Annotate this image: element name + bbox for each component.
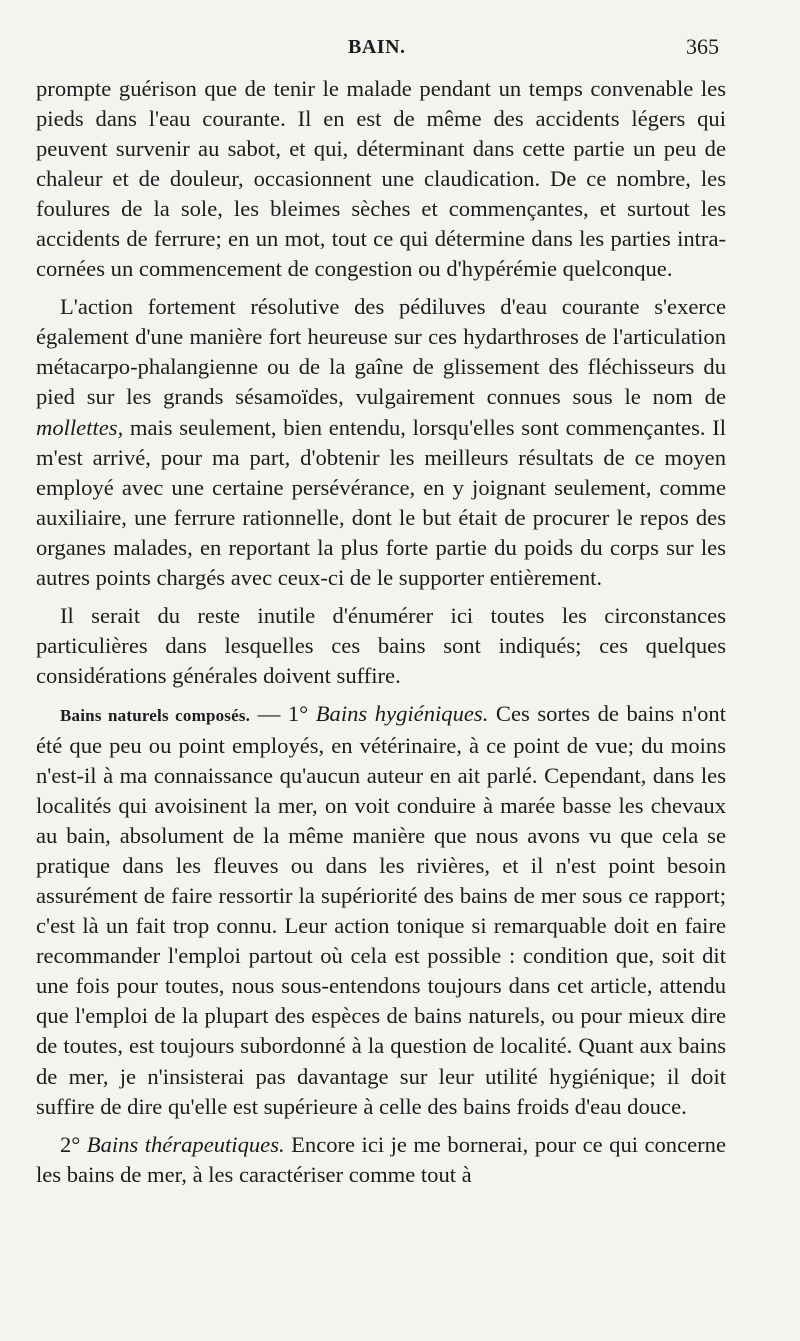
section-heading: Bains naturels composés. (60, 705, 251, 725)
running-header (0, 34, 800, 58)
paragraph-text: prompte guérison que de tenir le malade pendant un temps convenable les pieds dans l'eau courante. Il en est de même des accidents légers qui peuvent survenir au sabot, et qui, déterminant dans cette partie un peu de chaleur et de douleur, occasionnent une claudication. De ce nombre, les foulures de la sole, les bleimes sèches et commençantes, et surtout les accidents de ferrure; en un mot, tout ce qui détermine dans les parties intra-cornées un commencement de congestion ou d'hypérémie quelconque. (36, 76, 726, 282)
paragraph-text: Il serait du reste inutile d'énumérer ici toutes les circonstances particulières dans lesquelles ces bains sont indiqués; ces quelques considérations générales doivent suffire. (36, 602, 726, 688)
paragraph-bains-naturels (36, 699, 726, 1122)
heading-dash: — 1° (250, 700, 316, 726)
paragraph-text: mais seulement, bien entendu, lorsqu'elles sont commençantes. Il m'est arrivé, pour ma part, d'obtenir les meilleurs résultats de ce moyen employé avec une certaine persévérance, en y joignant seulement, comme auxiliaire, une ferrure rationnelle, dont le but était de procurer le repos des organes malades, en reportant la plus forte partie du poids du corps sur les autres points chargés avec ceux-ci de le supporter entièrement. (36, 414, 726, 590)
paragraph-circonstances (36, 601, 726, 691)
paragraph-pediluves (36, 292, 726, 592)
paragraph-therapeutiques (36, 1130, 726, 1190)
list-number: 2° (60, 1131, 87, 1157)
italic-term-mollettes: mollettes, (36, 414, 124, 440)
body-text (36, 74, 726, 1190)
italic-subheading: Bains thérapeutiques. (86, 1131, 285, 1157)
page-number: 365 (686, 34, 719, 59)
italic-subheading: Bains hygiéniques. (315, 700, 489, 726)
running-title: BAIN. (348, 36, 406, 58)
paragraph-text: Ces sortes de bains n'ont été que peu ou point employés, en vétérinaire, à ce point de vue; du moins n'est-il à ma connaissance qu'aucun auteur en ait parlé. Cependant, dans les localités qui avoisinent la mer, on voit conduire à marée basse les chevaux au bain, absolument de la même manière que nous avons vu que cela se pratique dans les fleuves ou dans les rivières, et il n'est point besoin assurément de faire ressortir la supériorité des bains de mer sous ce rapport; c'est là un fait trop connu. Leur action tonique si remarquable doit en faire recommander l'emploi partout où cela est possible : condition que, soit dit une fois pour toutes, nous sous-entendons toujours dans cet article, attendu que l'emploi de la plupart des espèces de bains naturels, ou pour mieux dire de toutes, est toujours subordonné à la question de localité. Quant aux bains de mer, je n'insisterai pas davantage sur leur utilité hygiénique; il doit suffire de dire qu'elle est supérieure à celle des bains froids d'eau douce. (36, 700, 726, 1119)
paragraph-text: L'action fortement résolutive des pédiluves d'eau courante s'exerce également d'une manière fort heureuse sur ces hydarthroses de l'articulation métacarpo-phalangienne ou de la gaîne de glissement des fléchisseurs du pied sur les grands sésamoïdes, vulgairement connues sous le nom de (36, 294, 726, 410)
paragraph-continuation (36, 74, 726, 284)
paragraph-text: Encore ici je me bornerai, pour ce qui concerne les bains de mer, à les caractériser comme tout à (36, 1131, 727, 1187)
